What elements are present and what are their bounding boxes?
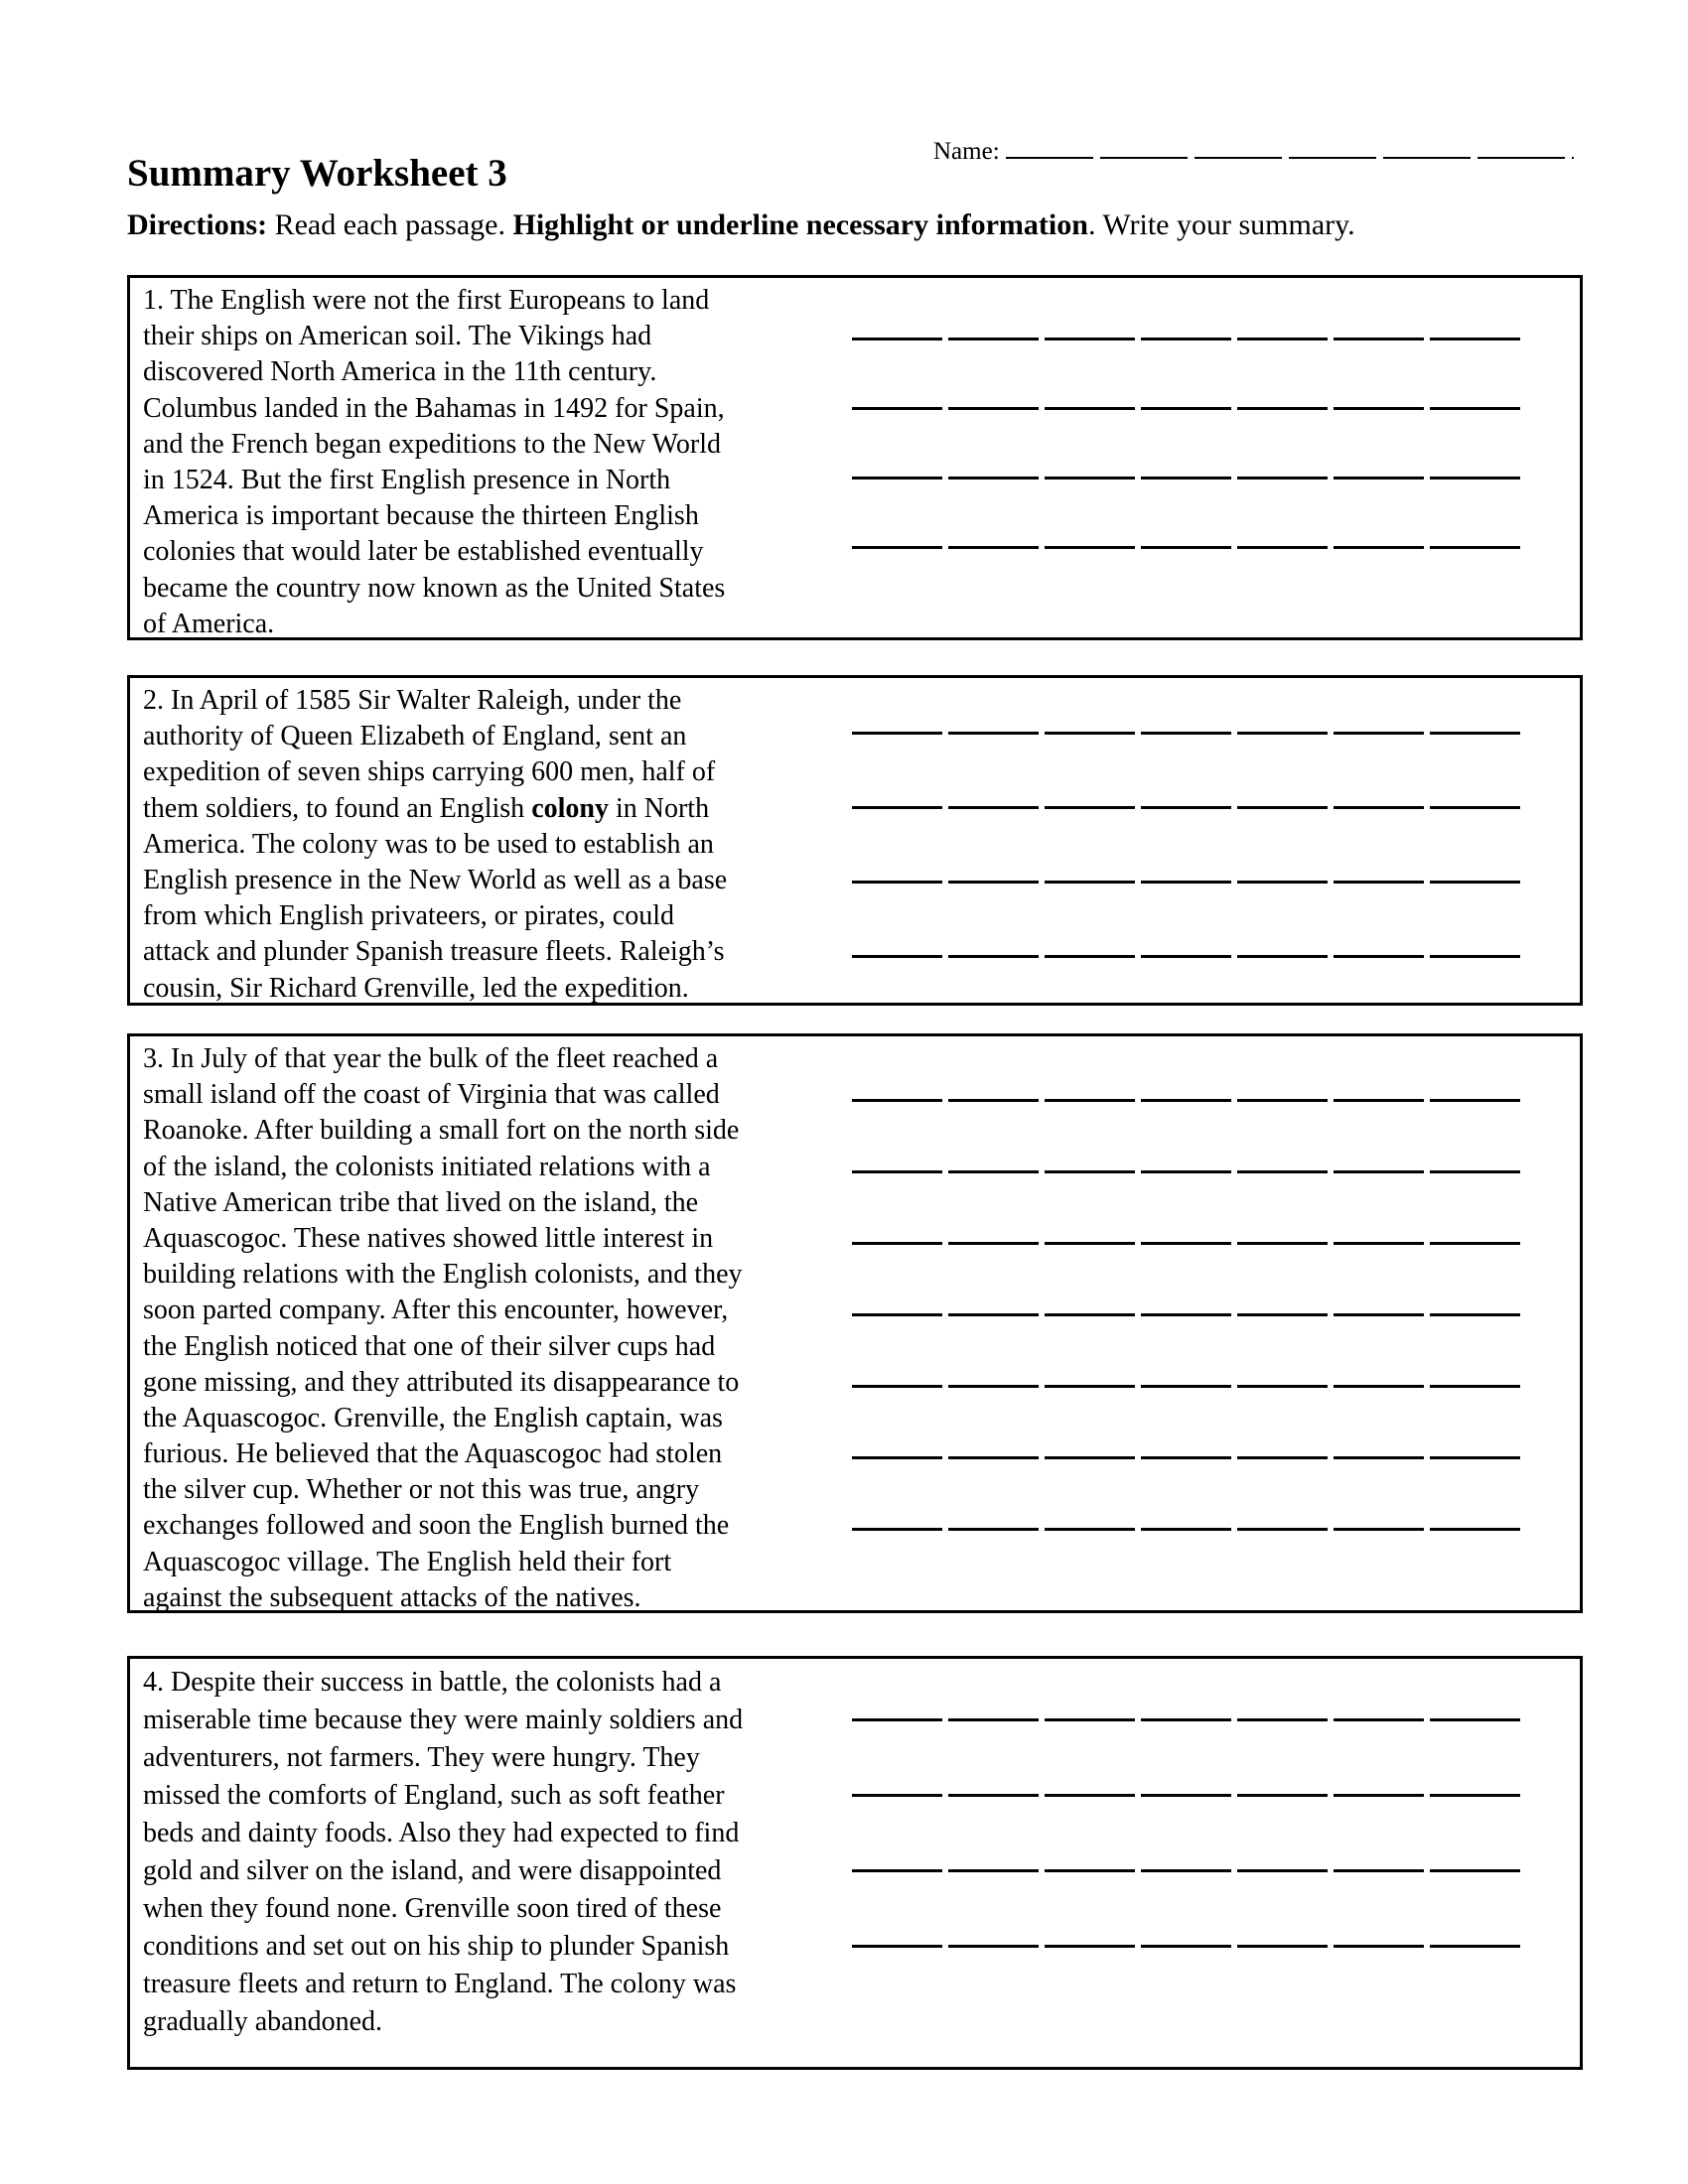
passage-text-segment: gone missing, and they attributed its disappearance to — [143, 1366, 740, 1398]
passage-line — [143, 1150, 852, 1185]
passage-line — [143, 607, 852, 642]
summary-blank-line — [852, 1456, 1523, 1459]
summary-blank-line — [852, 1869, 1523, 1872]
passage-line — [143, 1702, 852, 1739]
vocabulary-bold-word: colony — [531, 792, 609, 824]
passage-text-segment: colonies that would later be established eventually — [143, 536, 704, 568]
passage-line — [143, 1928, 852, 1966]
passage-line — [143, 1041, 852, 1077]
passage-text-segment: their ships on American soil. The Vikings had — [143, 321, 652, 352]
passage-text-segment: Native American tribe that lived on the island, the — [143, 1186, 699, 1218]
directions — [127, 208, 1355, 242]
passage-line — [143, 463, 852, 498]
passage-text-segment: in North — [608, 792, 710, 824]
passage-line — [143, 754, 852, 790]
passage-text-segment: beds and dainty foods. Also they had expected to find — [143, 1818, 740, 1848]
passage-line — [143, 719, 852, 754]
passage-line — [143, 1077, 852, 1113]
passage-line — [143, 1293, 852, 1328]
passage-line — [143, 1580, 852, 1616]
passage-text-segment: Aquascogoc. These natives showed little interest in — [143, 1222, 714, 1254]
passage-box-3 — [127, 1033, 1583, 1613]
summary-blank-line — [852, 1718, 1523, 1721]
passage-text-segment: furious. He believed that the Aquascogoc had stolen — [143, 1438, 723, 1470]
passage-text-segment: 1. The English were not the first Europeans to land — [143, 285, 710, 316]
passage-line — [143, 1113, 852, 1149]
directions-text-1: Read each passage. — [267, 208, 513, 241]
passage-text-segment: discovered North America in the 11th century. — [143, 356, 657, 388]
passage-text-segment: of the island, the colonists initiated relations with a — [143, 1151, 711, 1182]
passage-text-segment: small island off the coast of Virginia that was called — [143, 1079, 720, 1111]
passage-line — [143, 319, 852, 354]
page-title: Summary Worksheet 3 — [127, 152, 507, 195]
summary-lines — [852, 1659, 1580, 2067]
passage-line — [143, 1401, 852, 1436]
summary-blank-line — [852, 955, 1523, 958]
passage-text-segment: 3. In July of that year the bulk of the fleet reached a — [143, 1043, 719, 1074]
passage-text-segment: when they found none. Grenville soon tired of these — [143, 1893, 722, 1924]
directions-text-2: . Write your summary. — [1087, 208, 1355, 241]
passage-line — [143, 1329, 852, 1365]
passage-text-segment: cousin, Sir Richard Grenville, led the expedition. — [143, 972, 689, 1004]
passage-text-segment: expedition of seven ships carrying 600 men, half of — [143, 756, 716, 788]
summary-lines — [852, 678, 1580, 1003]
summary-blank-line — [852, 338, 1523, 341]
passage-text-segment: them soldiers, to found an English — [143, 792, 532, 824]
passage-text-segment: conditions and set out on his ship to plunder Spanish — [143, 1931, 730, 1962]
passage-text-segment: attack and plunder Spanish treasure fleets. Raleigh’s — [143, 936, 725, 968]
passage-text-segment: missed the comforts of England, such as soft feather — [143, 1780, 725, 1811]
passage-line — [143, 391, 852, 427]
summary-blank-line — [852, 477, 1523, 479]
name-blank-line — [1006, 135, 1574, 159]
passage-line — [143, 1508, 852, 1544]
passage-line — [143, 1777, 852, 1815]
summary-blank-line — [852, 407, 1523, 410]
passage-text-segment: the English noticed that one of their silver cups had — [143, 1330, 716, 1362]
passage-line — [143, 1472, 852, 1508]
passage-text-segment: treasure fleets and return to England. The colony was — [143, 1969, 737, 1999]
passage-line — [143, 683, 852, 719]
summary-lines — [852, 1036, 1580, 1610]
passage-line — [143, 283, 852, 319]
passage-text-segment: building relations with the English colonists, and they — [143, 1259, 743, 1291]
summary-blank-line — [852, 732, 1523, 735]
passage-text-segment: adventurers, not farmers. They were hungry. They — [143, 1742, 700, 1773]
passage-box-4 — [127, 1656, 1583, 2070]
summary-blank-line — [852, 1242, 1523, 1245]
passage-text — [130, 1659, 852, 2067]
passage-line — [143, 791, 852, 827]
passage-line — [143, 1890, 852, 1928]
summary-blank-line — [852, 1945, 1523, 1948]
passage-text-segment: exchanges followed and soon the English burned the — [143, 1510, 730, 1542]
passage-line — [143, 1739, 852, 1777]
passage-text-segment: miserable time because they were mainly soldiers and — [143, 1705, 744, 1735]
passage-text-segment: became the country now known as the United States — [143, 572, 726, 604]
passage-text-segment: English presence in the New World as well as a base — [143, 864, 728, 895]
summary-blank-line — [852, 1313, 1523, 1316]
passage-text-segment: and the French began expeditions to the New World — [143, 428, 721, 460]
directions-bold-phrase: Highlight or underline necessary information — [512, 208, 1088, 241]
passage-line — [143, 2003, 852, 2041]
passage-line — [143, 1664, 852, 1702]
summary-blank-line — [852, 1794, 1523, 1797]
passage-text-segment: from which English privateers, or pirates, could — [143, 900, 674, 932]
name-label: Name: — [933, 138, 1000, 165]
passage-line — [143, 571, 852, 607]
passage-line — [143, 971, 852, 1007]
passage-line — [143, 827, 852, 863]
passage-text-segment: gradually abandoned. — [143, 2006, 383, 2037]
passage-box-1 — [127, 275, 1583, 640]
passage-line — [143, 1365, 852, 1401]
passage-text-segment: America. The colony was to be used to establish an — [143, 828, 714, 860]
passage-text-segment: 4. Despite their success in battle, the colonists had a — [143, 1667, 722, 1698]
summary-blank-line — [852, 1099, 1523, 1102]
passage-line — [143, 934, 852, 970]
passage-text — [130, 678, 852, 1003]
passage-text — [130, 278, 852, 637]
passage-text-segment: America is important because the thirteen English — [143, 500, 699, 532]
summary-blank-line — [852, 1170, 1523, 1173]
passage-line — [143, 863, 852, 898]
passage-line — [143, 1815, 852, 1852]
passage-line — [143, 534, 852, 570]
passage-text-segment: against the subsequent attacks of the natives. — [143, 1581, 641, 1613]
passage-line — [143, 1545, 852, 1580]
passage-text-segment: authority of Queen Elizabeth of England, sent an — [143, 721, 687, 752]
passage-line — [143, 898, 852, 934]
passage-line — [143, 1436, 852, 1472]
passage-line — [143, 354, 852, 390]
passage-text-segment: 2. In April of 1585 Sir Walter Raleigh, under the — [143, 685, 682, 716]
name-row — [933, 135, 1574, 166]
passage-text-segment: in 1524. But the first English presence in North — [143, 464, 671, 495]
passage-line — [143, 1221, 852, 1257]
summary-blank-line — [852, 546, 1523, 549]
passage-text-segment: the silver cup. Whether or not this was true, angry — [143, 1474, 700, 1506]
passage-text-segment: Roanoke. After building a small fort on the north side — [143, 1115, 740, 1147]
passage-line — [143, 1185, 852, 1221]
passage-line — [143, 427, 852, 463]
summary-blank-line — [852, 1385, 1523, 1388]
summary-blank-line — [852, 1528, 1523, 1531]
passage-text-segment: Aquascogoc village. The English held their fort — [143, 1546, 672, 1577]
passage-line — [143, 1966, 852, 2003]
passage-box-2 — [127, 675, 1583, 1006]
passage-text-segment: soon parted company. After this encounter, however, — [143, 1295, 729, 1326]
passage-line — [143, 498, 852, 534]
passage-text-segment: Columbus landed in the Bahamas in 1492 for Spain, — [143, 392, 725, 424]
summary-blank-line — [852, 881, 1523, 884]
passage-text-segment: gold and silver on the island, and were disappointed — [143, 1855, 722, 1886]
summary-lines — [852, 278, 1580, 637]
directions-label: Directions: — [127, 208, 268, 241]
passage-line — [143, 1852, 852, 1890]
passage-text-segment: the Aquascogoc. Grenville, the English captain, was — [143, 1402, 723, 1433]
passage-text-segment: of America. — [143, 608, 275, 639]
summary-blank-line — [852, 806, 1523, 809]
passage-text — [130, 1036, 852, 1613]
passage-line — [143, 1257, 852, 1293]
